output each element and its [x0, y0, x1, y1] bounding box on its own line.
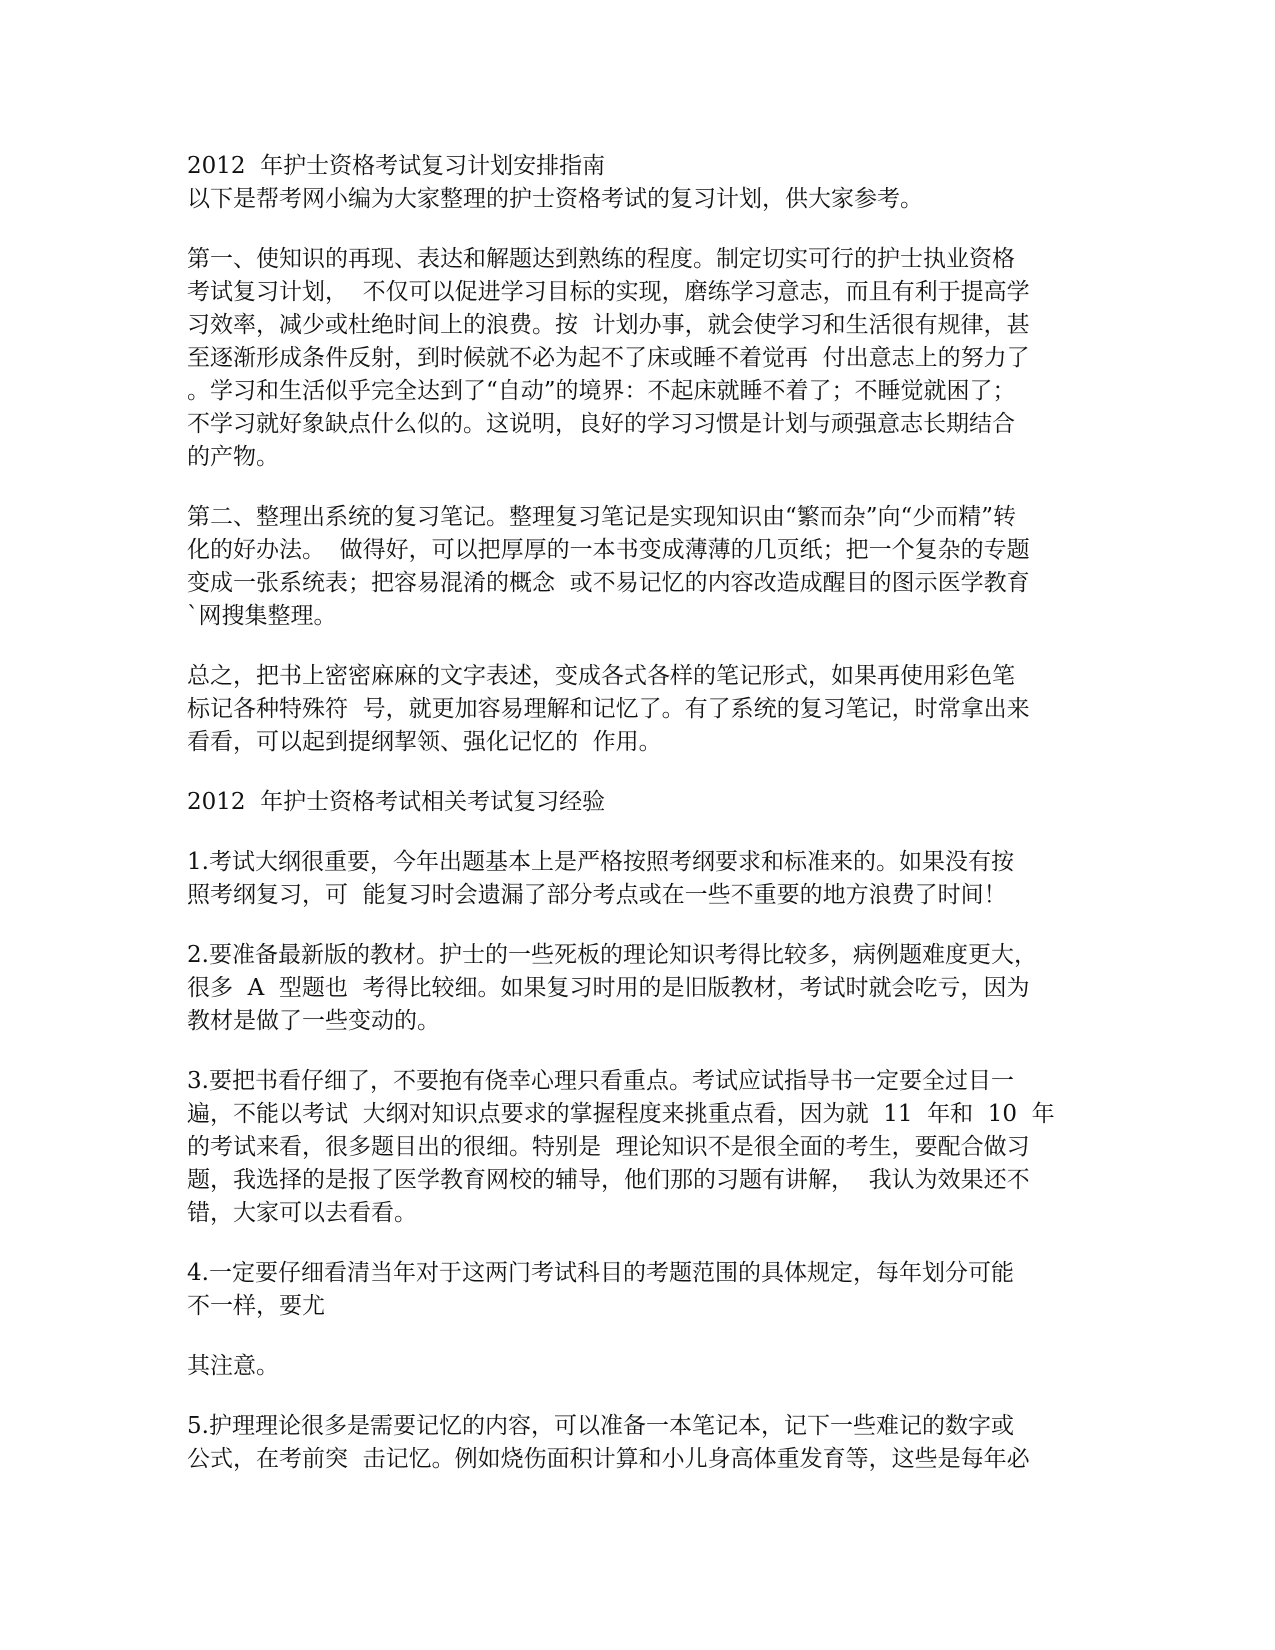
paragraph	[187, 786, 1087, 819]
text-line: 5.护理理论很多是需要记忆的内容，可以准备一本笔记本，记下一些难记的数字或	[187, 1413, 1014, 1439]
text-line: 遍，不能以考试 大纲对知识点要求的掌握程度来挑重点看，因为就 11 年和 10 年	[187, 1101, 1055, 1127]
text-line: 标记各种特殊符 号，就更加容易理解和记忆了。有了系统的复习笔记，时常拿出来	[187, 696, 1030, 722]
paragraph-spacer	[187, 912, 1087, 939]
paragraph-spacer	[187, 1230, 1087, 1257]
text-line: 总之，把书上密密麻麻的文字表述，变成各式各样的笔记形式，如果再使用彩色笔	[187, 663, 1015, 689]
text-line: 不一样，要尤	[187, 1293, 325, 1319]
paragraph-spacer	[187, 1383, 1087, 1410]
text-line: 2.要准备最新版的教材。护士的一些死板的理论知识考得比较多，病例题难度更大，	[187, 942, 1037, 968]
paragraph	[187, 1410, 1087, 1476]
text-line: 错，大家可以去看看。	[187, 1200, 417, 1226]
text-line: 化的好办法。 做得好，可以把厚厚的一本书变成薄薄的几页纸；把一个复杂的专题	[187, 537, 1030, 563]
text-line: 教材是做了一些变动的。	[187, 1008, 440, 1034]
paragraph-spacer	[187, 216, 1087, 243]
text-line: 照考纲复习，可 能复习时会遗漏了部分考点或在一些不重要的地方浪费了时间！	[187, 882, 1007, 908]
text-line: 很多 A 型题也 考得比较细。如果复习时用的是旧版教材，考试时就会吃亏，因为	[187, 975, 1030, 1001]
paragraph	[187, 1257, 1087, 1323]
document-body	[187, 150, 1087, 1476]
text-line: 2012 年护士资格考试复习计划安排指南	[187, 153, 606, 179]
text-line: `网搜集整理。	[187, 603, 337, 629]
paragraph	[187, 501, 1087, 633]
paragraph	[187, 1065, 1087, 1230]
text-line: 考试复习计划， 不仅可以促进学习目标的实现，磨练学习意志，而且有利于提高学	[187, 279, 1030, 305]
text-line: 2012 年护士资格考试相关考试复习经验	[187, 789, 606, 815]
text-line: 不学习就好象缺点什么似的。这说明，良好的学习习惯是计划与顽强意志长期结合	[187, 411, 1015, 437]
text-line: 的产物。	[187, 444, 279, 470]
text-line: 公式，在考前突 击记忆。例如烧伤面积计算和小儿身高体重发育等，这些是每年必	[187, 1446, 1030, 1472]
text-line: 1.考试大纲很重要，今年出题基本上是严格按照考纲要求和标准来的。如果没有按	[187, 849, 1014, 875]
text-line: 第一、使知识的再现、表达和解题达到熟练的程度。制定切实可行的护士执业资格	[187, 246, 1015, 272]
paragraph-spacer	[187, 1038, 1087, 1065]
text-line: 以下是帮考网小编为大家整理的护士资格考试的复习计划，供大家参考。	[187, 186, 923, 212]
text-line: 题，我选择的是报了医学教育网校的辅导，他们那的习题有讲解， 我认为效果还不	[187, 1167, 1030, 1193]
text-line: 第二、整理出系统的复习笔记。整理复习笔记是实现知识由“繁而杂”向“少而精”转	[187, 504, 1017, 530]
text-line: 4.一定要仔细看清当年对于这两门考试科目的考题范围的具体规定，每年划分可能	[187, 1260, 1014, 1286]
text-line: 看看，可以起到提纲挈领、强化记忆的 作用。	[187, 729, 662, 755]
text-line: 。学习和生活似乎完全达到了“自动”的境界：不起床就睡不着了；不睡觉就困了；	[187, 378, 1016, 404]
paragraph	[187, 846, 1087, 912]
text-line: 3.要把书看仔细了，不要抱有侥幸心理只看重点。考试应试指导书一定要全过目一	[187, 1068, 1014, 1094]
text-line: 习效率，减少或杜绝时间上的浪费。按 计划办事，就会使学习和生活很有规律，甚	[187, 312, 1030, 338]
paragraph	[187, 1350, 1087, 1383]
paragraph-spacer	[187, 819, 1087, 846]
text-line: 至逐渐形成条件反射，到时候就不必为起不了床或睡不着觉再 付出意志上的努力了	[187, 345, 1030, 371]
paragraph-spacer	[187, 759, 1087, 786]
paragraph	[187, 150, 1087, 216]
paragraph	[187, 243, 1087, 474]
paragraph	[187, 660, 1087, 759]
text-line: 变成一张系统表；把容易混淆的概念 或不易记忆的内容改造成醒目的图示医学教育	[187, 570, 1030, 596]
text-line: 的考试来看，很多题目出的很细。特别是 理论知识不是很全面的考生，要配合做习	[187, 1134, 1030, 1160]
paragraph-spacer	[187, 1323, 1087, 1350]
paragraph	[187, 939, 1087, 1038]
paragraph-spacer	[187, 633, 1087, 660]
text-line: 其注意。	[187, 1353, 279, 1379]
paragraph-spacer	[187, 474, 1087, 501]
